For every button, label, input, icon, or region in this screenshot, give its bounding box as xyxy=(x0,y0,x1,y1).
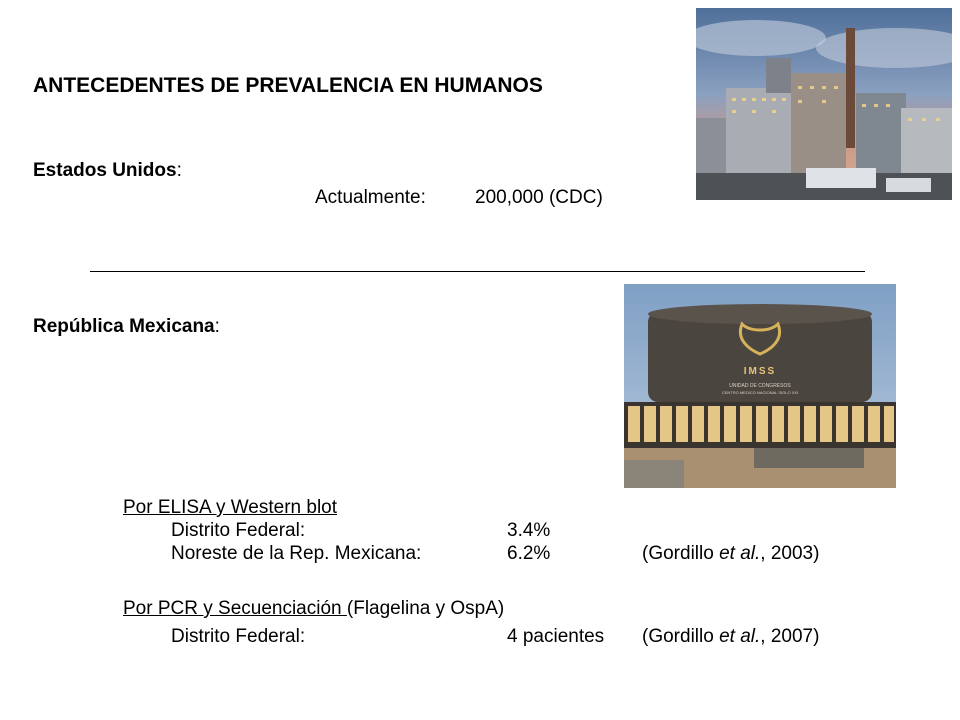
imss-banner-line2: CENTRO MEDICO NACIONAL SIGLO XXI xyxy=(721,390,799,395)
imss-banner-line1: UNIDAD DE CONGRESOS xyxy=(729,383,791,389)
elisa-reference: (Gordillo et al., 2003) xyxy=(642,543,820,564)
imss-sign: IMSS xyxy=(743,366,777,377)
us-current-row xyxy=(315,187,603,209)
us-current-value: 200,000 (CDC) xyxy=(475,187,603,208)
elisa-region: Noreste de la Rep. Mexicana: xyxy=(171,543,422,564)
pcr-reference: (Gordillo et al., 2007) xyxy=(642,626,820,647)
elisa-row xyxy=(171,519,871,542)
page-title: ANTECEDENTES DE PREVALENCIA EN HUMANOS xyxy=(33,74,543,97)
industrial-complex-photo xyxy=(696,8,952,200)
mx-label: República Mexicana xyxy=(33,316,215,337)
elisa-value: 6.2% xyxy=(507,543,551,564)
elisa-row xyxy=(171,542,871,565)
pcr-heading: Por PCR y Secuenciación (Flagelina y OspA) xyxy=(123,598,505,619)
pcr-value: 4 pacientes xyxy=(507,626,605,647)
us-label: Estados Unidos xyxy=(33,160,177,181)
us-current-label: Actualmente: xyxy=(315,187,426,208)
mx-heading: República Mexicana: xyxy=(33,316,220,337)
imss-building-photo xyxy=(624,284,896,488)
elisa-value: 3.4% xyxy=(507,520,551,541)
pcr-row xyxy=(171,625,871,648)
us-heading: Estados Unidos: xyxy=(33,160,182,181)
elisa-region: Distrito Federal: xyxy=(171,520,306,541)
elisa-heading: Por ELISA y Western blot xyxy=(123,497,338,518)
pcr-region: Distrito Federal: xyxy=(171,626,306,647)
divider xyxy=(90,271,865,272)
